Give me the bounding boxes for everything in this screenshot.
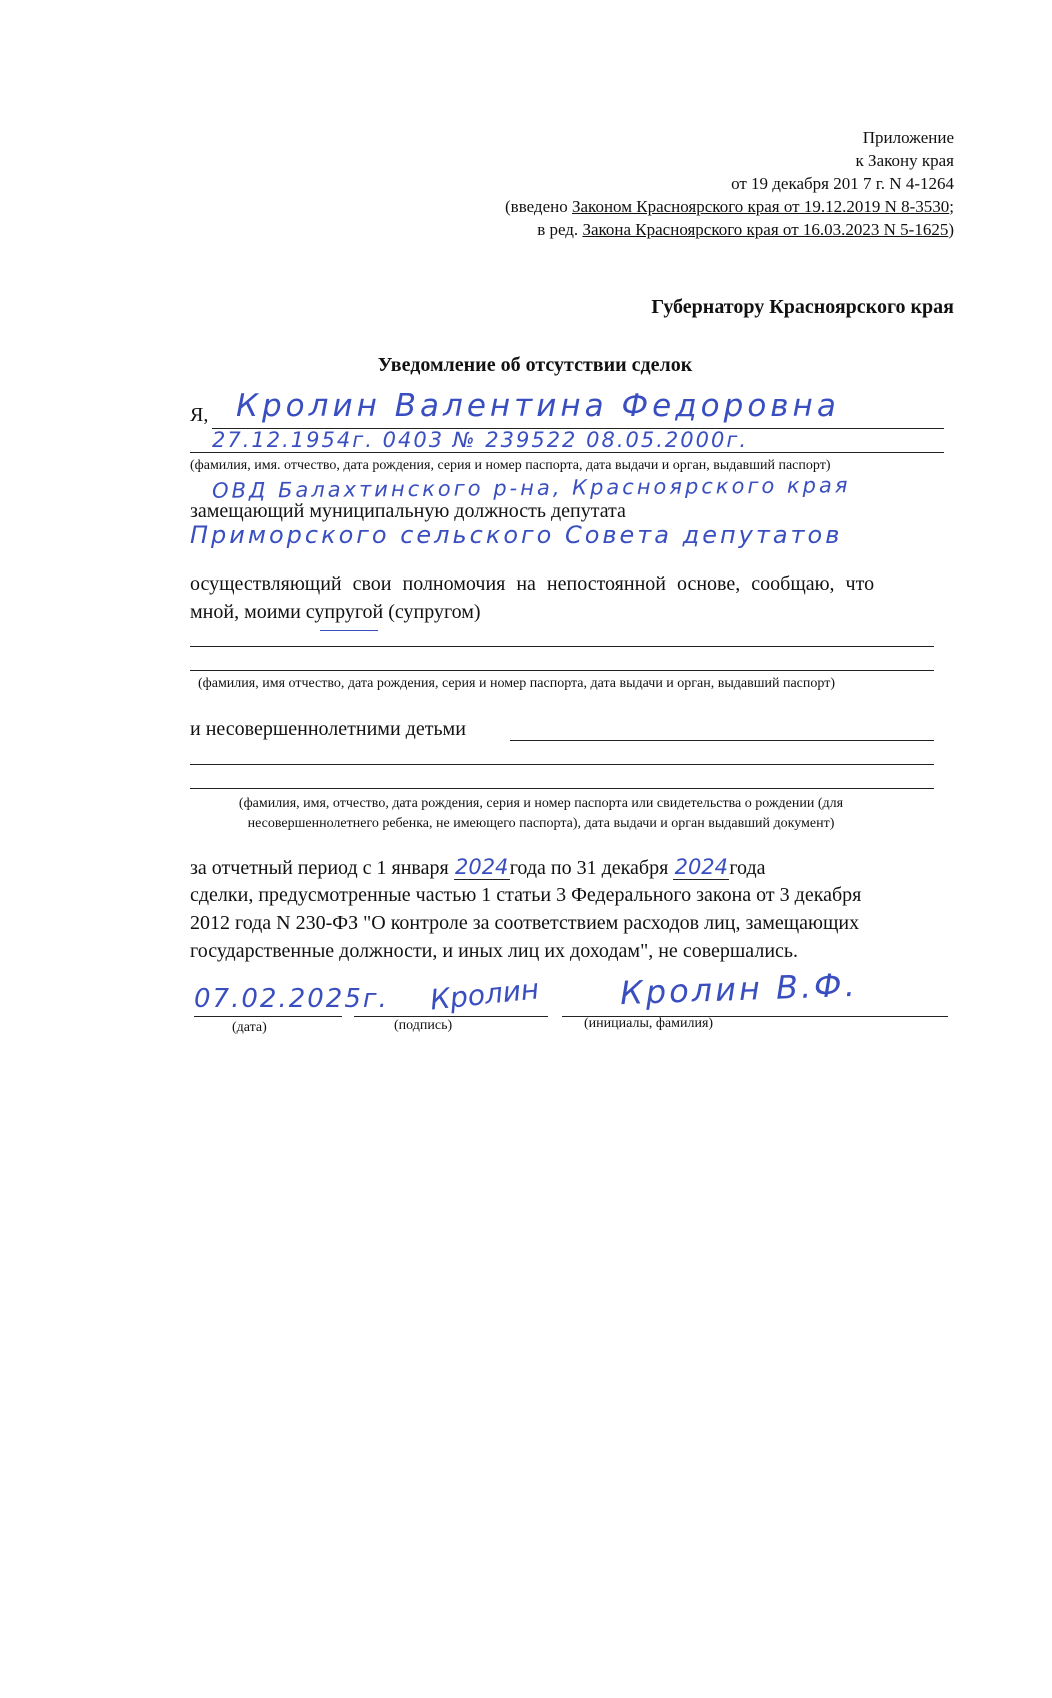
children-line-2 — [190, 764, 934, 765]
children-caption-1: (фамилия, имя, отчество, дата рождения, серия и номер паспорта или свидетельства о рождении (для — [238, 796, 844, 811]
introduced-suffix: ; — [949, 197, 954, 216]
issuer-handwritten: ОВД Балахтинского р-на, Красноярского края — [211, 473, 851, 503]
initials-handwritten: Кролин В.Ф. — [619, 965, 859, 1013]
period-line — [190, 855, 766, 880]
children-line-1 — [510, 740, 934, 741]
date-line — [194, 1016, 342, 1017]
law-date-line: от 19 декабря 201 7 г. N 4-1264 — [731, 174, 954, 193]
spouse-line: мной, моими супругой (супругом) — [190, 601, 481, 623]
council-handwritten: Приморского сельского Совета депутатов — [190, 521, 843, 549]
addressee: Губернатору Красноярского края — [651, 296, 954, 318]
statement-line-3: государственные должности, и иных лиц их доходам", не совершались. — [190, 940, 799, 962]
declarant-name-handwritten: Кролин Валентина Федоровна — [236, 388, 840, 424]
to-law-label: к Закону края — [855, 151, 954, 170]
introduced-prefix: (введено — [505, 197, 572, 216]
period-prefix: за отчетный период с 1 января — [190, 857, 449, 879]
spouse-caption: (фамилия, имя отчество, дата рождения, серия и номер паспорта, дата выдачи и орган, выдавший паспорт) — [198, 676, 835, 691]
signature-line — [354, 1016, 548, 1017]
signature-caption: (подпись) — [394, 1018, 453, 1033]
declarant-caption: (фамилия, имя. отчество, дата рождения, серия и номер паспорта, дата выдачи и орган, выдавший паспорт) — [190, 458, 831, 473]
children-label: и несовершеннолетними детьми — [190, 718, 466, 740]
year-from-handwritten: 2024 — [454, 855, 509, 879]
statement-line-1: сделки, предусмотренные частью 1 статьи 3 Федерального закона от 3 декабря — [190, 884, 862, 906]
spouse-line-1 — [190, 646, 934, 647]
passport-line — [190, 452, 944, 453]
date-caption: (дата) — [232, 1020, 267, 1035]
appendix-label: Приложение — [862, 128, 954, 147]
introduced-law-link[interactable]: Законом Красноярского края от 19.12.2019 N 8-3530 — [571, 197, 950, 216]
date-handwritten: 07.02.2025г. — [194, 984, 389, 1014]
document-title: Уведомление об отсутствии сделок — [377, 354, 693, 376]
ya-label: Я, — [190, 404, 209, 426]
edition-prefix: в ред. — [537, 220, 583, 239]
passport-handwritten: 27.12.1954г. 0403 № 239522 08.05.2000г. — [212, 428, 749, 452]
spouse-underline-mark — [320, 630, 378, 631]
period-middle: года по 31 декабря — [509, 857, 669, 879]
edition-line — [537, 220, 954, 240]
period-suffix: года — [729, 857, 766, 879]
year-to-handwritten: 2024 — [674, 855, 729, 879]
signature-handwritten: Кролин — [428, 972, 541, 1017]
children-line-3 — [190, 788, 934, 789]
edition-law-link[interactable]: Закона Красноярского края от 16.03.2023 N 5-1625 — [582, 220, 949, 239]
initials-caption: (инициалы, фамилия) — [584, 1016, 714, 1031]
edition-suffix: ) — [948, 220, 954, 239]
statement-line-2: 2012 года N 230-ФЗ "О контроле за соответствием расходов лиц, замещающих — [190, 912, 860, 934]
position-text: замещающий муниципальную должность депутата — [190, 500, 626, 522]
spouse-line-2 — [190, 670, 934, 671]
children-caption-2: несовершеннолетнего ребенка, не имеющего паспорта), дата выдачи и орган выдавший документ) — [247, 816, 835, 831]
exercise-line: осуществляющий свои полномочия на непостоянной основе, сообщаю, что — [190, 573, 875, 595]
introduced-line — [505, 197, 954, 217]
